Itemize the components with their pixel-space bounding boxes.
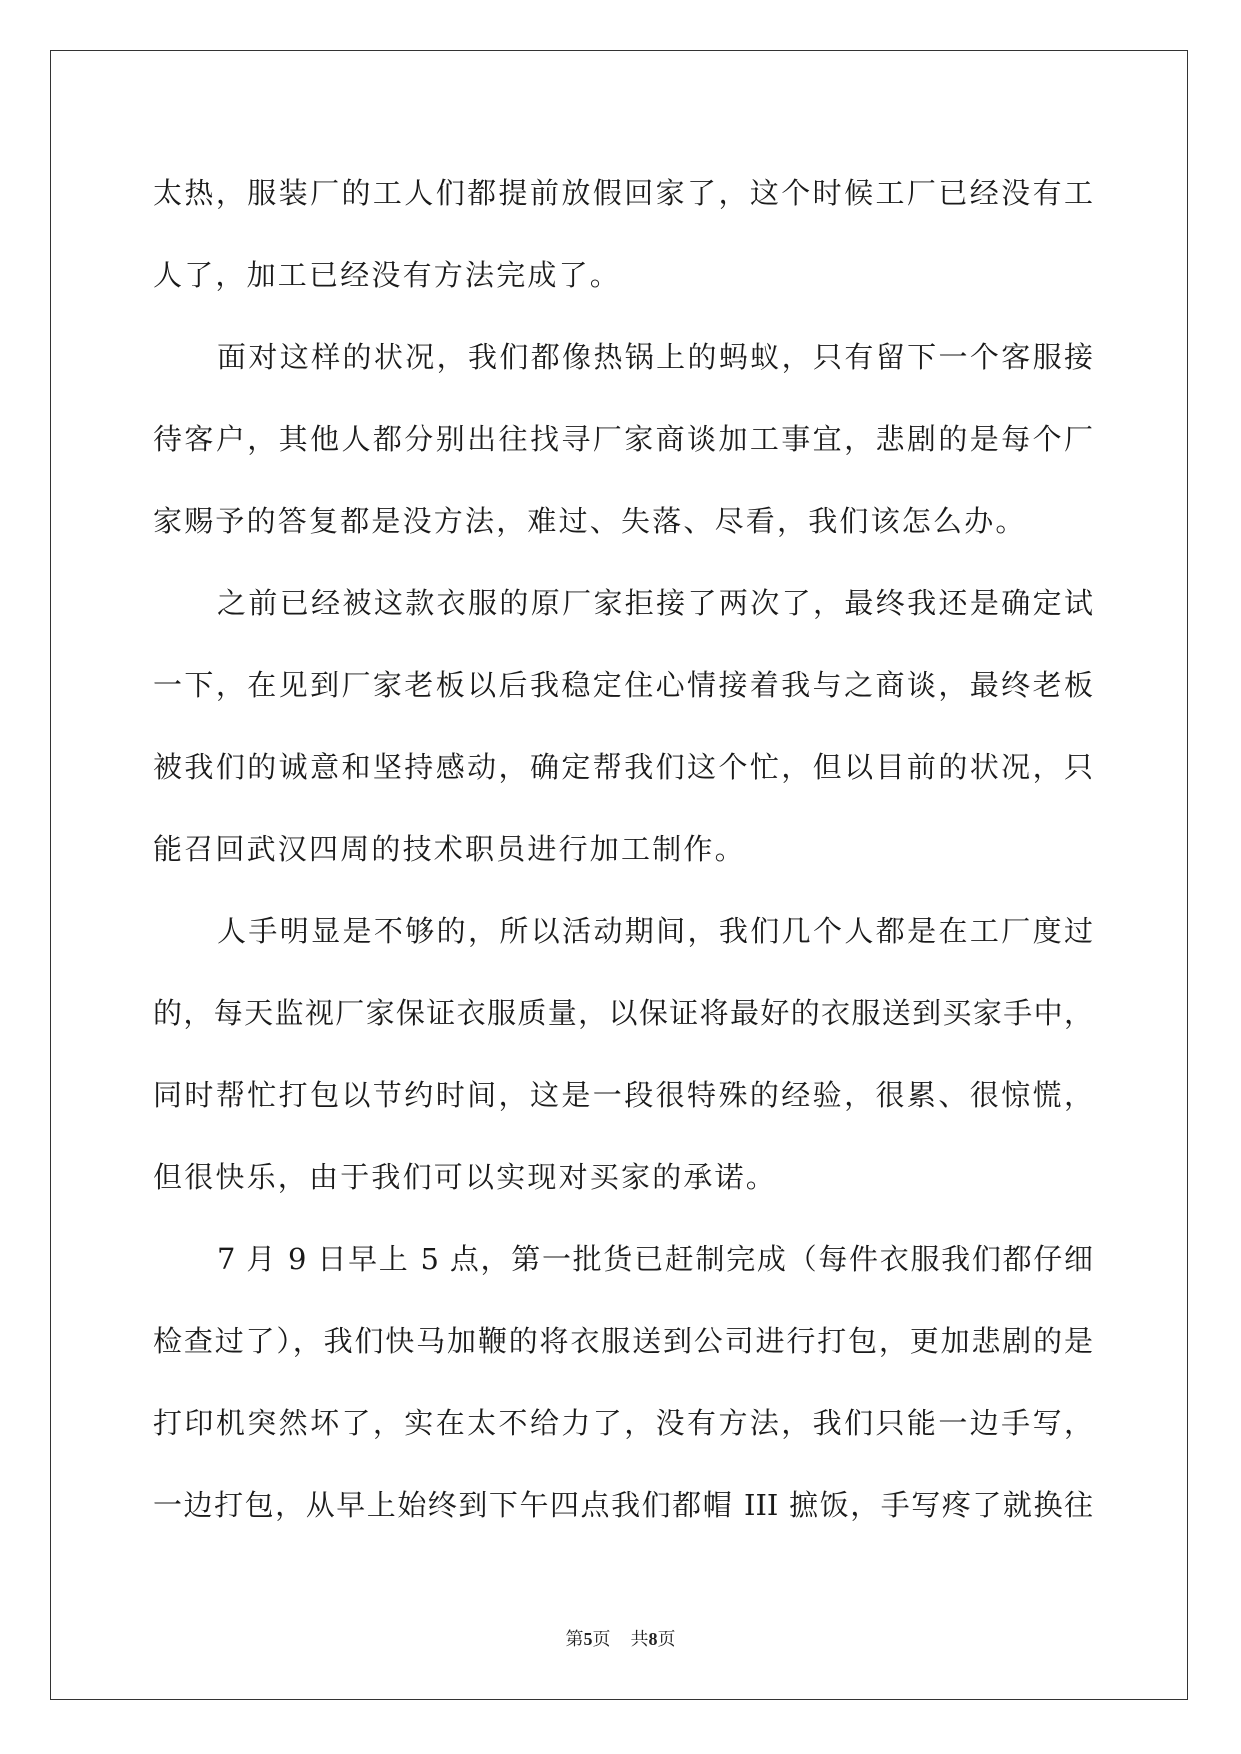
footer-total-prefix: 共 [630, 1629, 649, 1650]
text-line: 面对这样的状况，我们都像热锅上的蚂蚁，只有留下一个客服接 [217, 340, 1093, 374]
text-line: 能召回武汉四周的技术职员进行加工制作。 [153, 832, 746, 866]
text-line: 人了，加工已经没有方法完成了。 [153, 258, 622, 292]
page-footer [0, 1627, 1241, 1652]
text-line: 但很快乐，由于我们可以实现对买家的承诺。 [153, 1160, 778, 1194]
footer-prefix: 第 [565, 1629, 584, 1650]
text-line: 的，每天监视厂家保证衣服质量，以保证将最好的衣服送到买家手中， [153, 996, 1093, 1030]
body-text [153, 163, 1093, 1557]
text-line: 打印机突然坏了，实在太不给力了，没有方法，我们只能一边手写， [153, 1406, 1093, 1440]
text-line: 待客户，其他人都分别出往找寻厂家商谈加工事宜，悲剧的是每个厂 [153, 422, 1093, 456]
text-line: 太热，服装厂的工人们都提前放假回家了，这个时候工厂已经没有工 [153, 176, 1093, 210]
total-page-number: 8 [648, 1629, 658, 1649]
text-line: 家赐予的答复都是没方法，难过、失落、尽看，我们该怎么办。 [153, 504, 1027, 538]
text-line: 人手明显是不够的，所以活动期间，我们几个人都是在工厂度过 [217, 914, 1093, 948]
text-line: 一边打包，从早上始终到下午四点我们都帽 III 摭饭，手写疼了就换往 [153, 1488, 1093, 1522]
text-line: 被我们的诚意和坚持感动，确定帮我们这个忙，但以目前的状况，只 [153, 750, 1093, 784]
text-line: 之前已经被这款衣服的原厂家拒接了两次了，最终我还是确定试 [217, 586, 1093, 620]
footer-page-unit: 页 [592, 1629, 611, 1650]
text-line: 7 月 9 日早上 5 点，第一批货已赶制完成（每件衣服我们都仔细 [217, 1242, 1093, 1276]
text-line: 同时帮忙打包以节约时间，这是一段很特殊的经验，很累、很惊慌， [153, 1078, 1093, 1112]
text-line: 检查过了），我们快马加鞭的将衣服送到公司进行打包，更加悲剧的是 [153, 1324, 1093, 1358]
footer-total-unit: 页 [657, 1629, 676, 1650]
text-line: 一下，在见到厂家老板以后我稳定住心情接着我与之商谈，最终老板 [153, 668, 1093, 702]
current-page-number: 5 [583, 1629, 593, 1649]
